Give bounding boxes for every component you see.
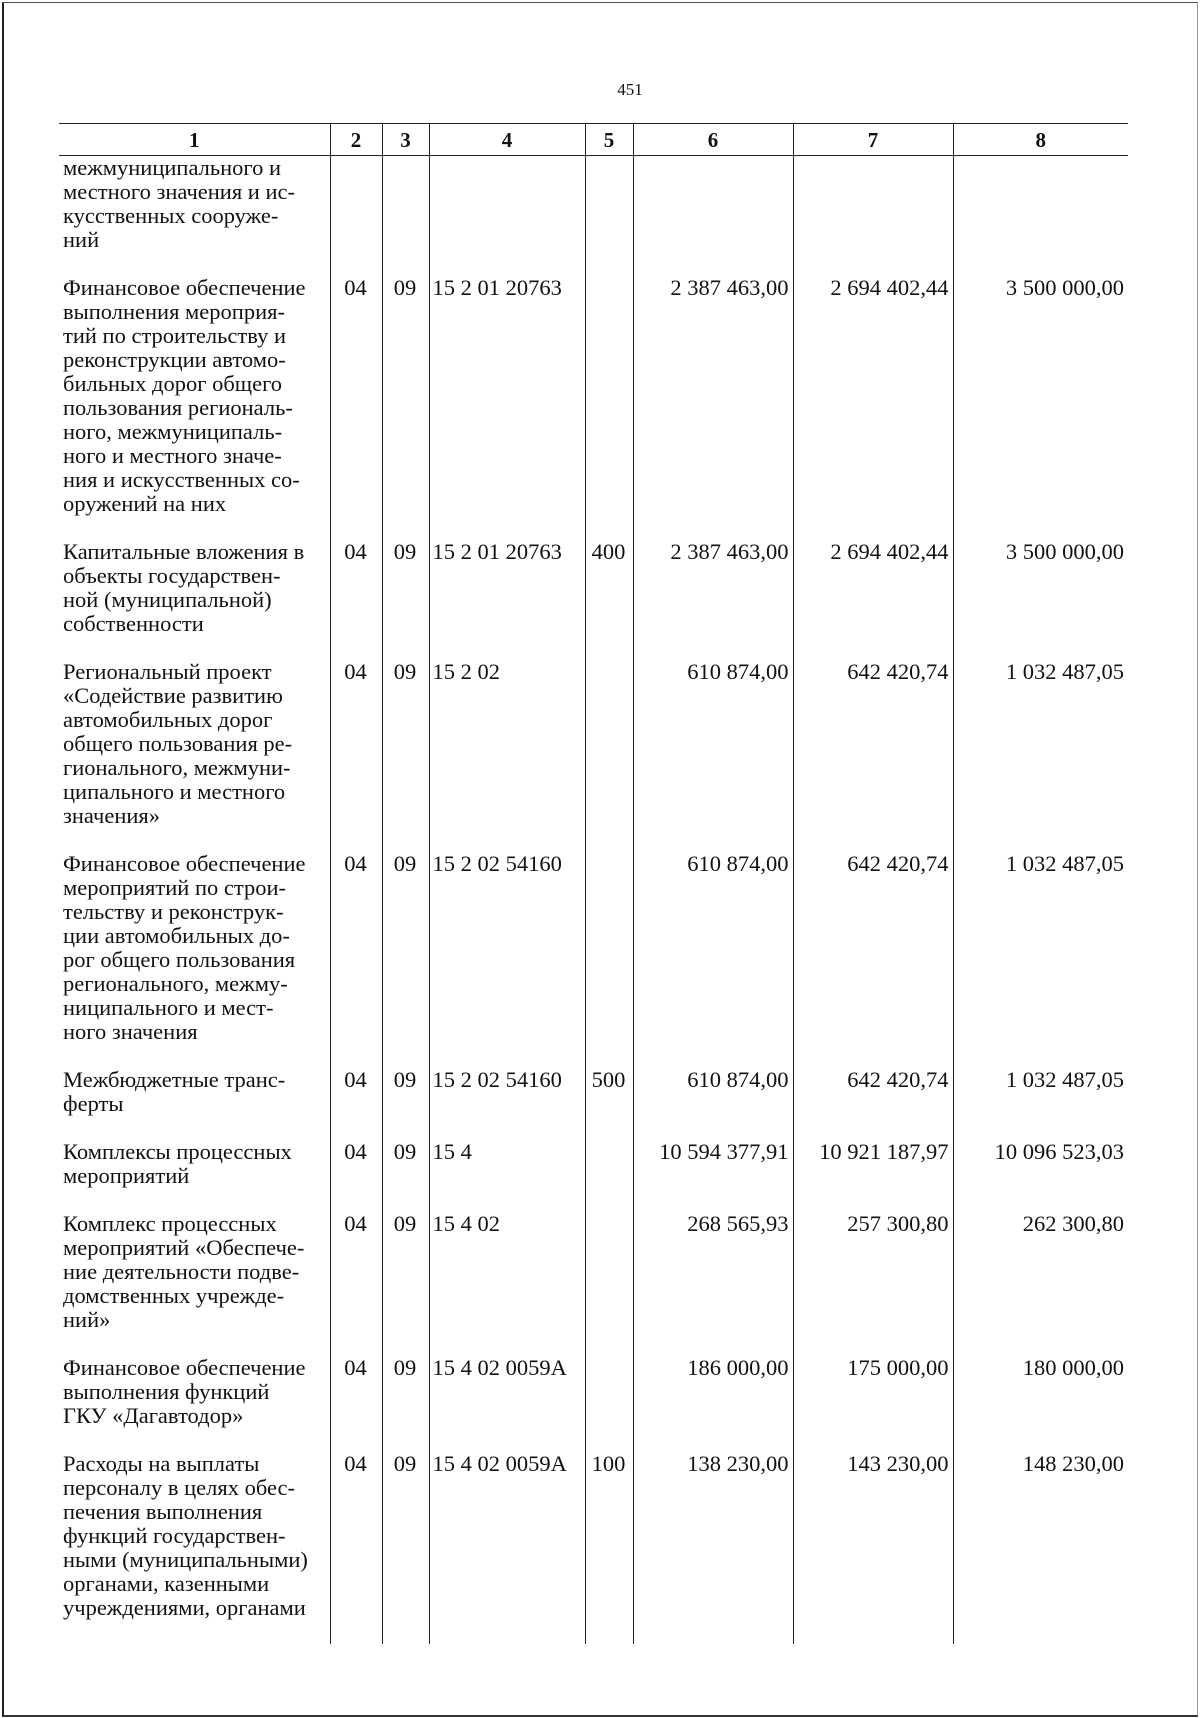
row-amount-7: 10 921 187,97 <box>793 1140 953 1212</box>
row-amount-8: 180 000,00 <box>953 1356 1128 1452</box>
header-col-4: 4 <box>429 124 585 156</box>
row-subsection: 09 <box>382 1212 429 1356</box>
row-subsection: 09 <box>382 540 429 660</box>
row-amount-8: 262 300,80 <box>953 1212 1128 1356</box>
row-name: Комплексы процессных мероприятий <box>59 1140 330 1212</box>
table-row <box>59 156 1128 277</box>
row-section: 04 <box>330 1356 382 1452</box>
header-col-7: 7 <box>793 124 953 156</box>
row-amount-6: 268 565,93 <box>633 1212 793 1356</box>
row-amount-6: 186 000,00 <box>633 1356 793 1452</box>
row-amount-8: 10 096 523,03 <box>953 1140 1128 1212</box>
row-amount-8: 1 032 487,05 <box>953 852 1128 1068</box>
header-col-8: 8 <box>953 124 1128 156</box>
row-amount-6 <box>633 156 793 277</box>
row-target-code: 15 4 02 0059А <box>429 1452 585 1644</box>
row-expense-type <box>585 156 633 277</box>
row-section: 04 <box>330 1140 382 1212</box>
row-amount-7: 2 694 402,44 <box>793 276 953 540</box>
row-subsection: 09 <box>382 1356 429 1452</box>
row-target-code: 15 2 02 54160 <box>429 852 585 1068</box>
row-section: 04 <box>330 852 382 1068</box>
row-name: межмуниципального и местного значения и ис- кусственных сооруже- ний <box>59 156 330 277</box>
row-target-code: 15 4 <box>429 1140 585 1212</box>
row-name: Комплекс процессных мероприятий «Обеспече- ние деятельности подве- домственных учрежде- ний» <box>59 1212 330 1356</box>
page-number: 451 <box>617 80 643 99</box>
row-expense-type <box>585 1140 633 1212</box>
table-row <box>59 276 1128 540</box>
row-target-code: 15 4 02 0059А <box>429 1356 585 1452</box>
table-row <box>59 852 1128 1068</box>
row-expense-type <box>585 660 633 852</box>
row-target-code: 15 4 02 <box>429 1212 585 1356</box>
row-name: Финансовое обеспечение мероприятий по строи- тельству и реконструк- ции автомобильных до- рог общего пользования регионального, межму- ниципального и мест- ного значения <box>59 852 330 1068</box>
row-name: Региональный проект «Содействие развитию автомобильных дорог общего пользования ре- гионального, межмуни- ципального и местного значения» <box>59 660 330 852</box>
row-expense-type: 400 <box>585 540 633 660</box>
header-col-2: 2 <box>330 124 382 156</box>
table-row <box>59 540 1128 660</box>
row-name: Финансовое обеспечение выполнения функций ГКУ «Дагавтодор» <box>59 1356 330 1452</box>
row-amount-6: 610 874,00 <box>633 1068 793 1140</box>
header-col-1: 1 <box>59 124 330 156</box>
row-name: Расходы на выплаты персоналу в целях обес- печения выполнения функций государствен- ными (муниципальными) органами, казенными учреждениями, органами <box>59 1452 330 1644</box>
row-section: 04 <box>330 1068 382 1140</box>
row-amount-8: 3 500 000,00 <box>953 276 1128 540</box>
row-amount-7: 2 694 402,44 <box>793 540 953 660</box>
row-expense-type <box>585 276 633 540</box>
row-section: 04 <box>330 1452 382 1644</box>
row-target-code: 15 2 02 54160 <box>429 1068 585 1140</box>
row-section: 04 <box>330 660 382 852</box>
row-target-code: 15 2 01 20763 <box>429 276 585 540</box>
header-row <box>59 124 1128 156</box>
table-row <box>59 1452 1128 1644</box>
table-row <box>59 1140 1128 1212</box>
row-name: Капитальные вложения в объекты государствен- ной (муниципальной) собственности <box>59 540 330 660</box>
table-row <box>59 1356 1128 1452</box>
row-amount-8: 1 032 487,05 <box>953 660 1128 852</box>
row-amount-7: 642 420,74 <box>793 660 953 852</box>
row-amount-7: 143 230,00 <box>793 1452 953 1644</box>
row-subsection: 09 <box>382 1452 429 1644</box>
row-amount-7: 175 000,00 <box>793 1356 953 1452</box>
row-amount-8: 148 230,00 <box>953 1452 1128 1644</box>
row-amount-8 <box>953 156 1128 277</box>
row-amount-7: 642 420,74 <box>793 1068 953 1140</box>
row-section: 04 <box>330 276 382 540</box>
row-amount-6: 138 230,00 <box>633 1452 793 1644</box>
row-expense-type <box>585 852 633 1068</box>
row-amount-6: 10 594 377,91 <box>633 1140 793 1212</box>
budget-table <box>59 123 1128 1644</box>
row-amount-6: 2 387 463,00 <box>633 540 793 660</box>
row-subsection: 09 <box>382 852 429 1068</box>
table-row <box>59 660 1128 852</box>
row-section: 04 <box>330 1212 382 1356</box>
table-row <box>59 1068 1128 1140</box>
row-name: Межбюджетные транс- ферты <box>59 1068 330 1140</box>
row-amount-6: 610 874,00 <box>633 852 793 1068</box>
row-section: 04 <box>330 540 382 660</box>
row-amount-6: 2 387 463,00 <box>633 276 793 540</box>
row-amount-8: 1 032 487,05 <box>953 1068 1128 1140</box>
header-col-3: 3 <box>382 124 429 156</box>
row-subsection: 09 <box>382 1140 429 1212</box>
row-subsection: 09 <box>382 660 429 852</box>
row-target-code: 15 2 02 <box>429 660 585 852</box>
row-amount-6: 610 874,00 <box>633 660 793 852</box>
row-subsection: 09 <box>382 1068 429 1140</box>
table-row <box>59 1212 1128 1356</box>
row-target-code: 15 2 01 20763 <box>429 540 585 660</box>
row-target-code <box>429 156 585 277</box>
row-expense-type: 100 <box>585 1452 633 1644</box>
header-col-5: 5 <box>585 124 633 156</box>
row-subsection: 09 <box>382 276 429 540</box>
row-amount-7: 642 420,74 <box>793 852 953 1068</box>
row-expense-type <box>585 1356 633 1452</box>
row-name: Финансовое обеспечение выполнения мероприя- тий по строительству и реконструкции автомо- бильных дорог общего пользования региональ- ного, межмуниципаль- ного и местного значе- ния и искусственных со- оружений на них <box>59 276 330 540</box>
row-section <box>330 156 382 277</box>
row-expense-type <box>585 1212 633 1356</box>
row-amount-8: 3 500 000,00 <box>953 540 1128 660</box>
row-subsection <box>382 156 429 277</box>
header-col-6: 6 <box>633 124 793 156</box>
row-amount-7: 257 300,80 <box>793 1212 953 1356</box>
row-expense-type: 500 <box>585 1068 633 1140</box>
row-amount-7 <box>793 156 953 277</box>
